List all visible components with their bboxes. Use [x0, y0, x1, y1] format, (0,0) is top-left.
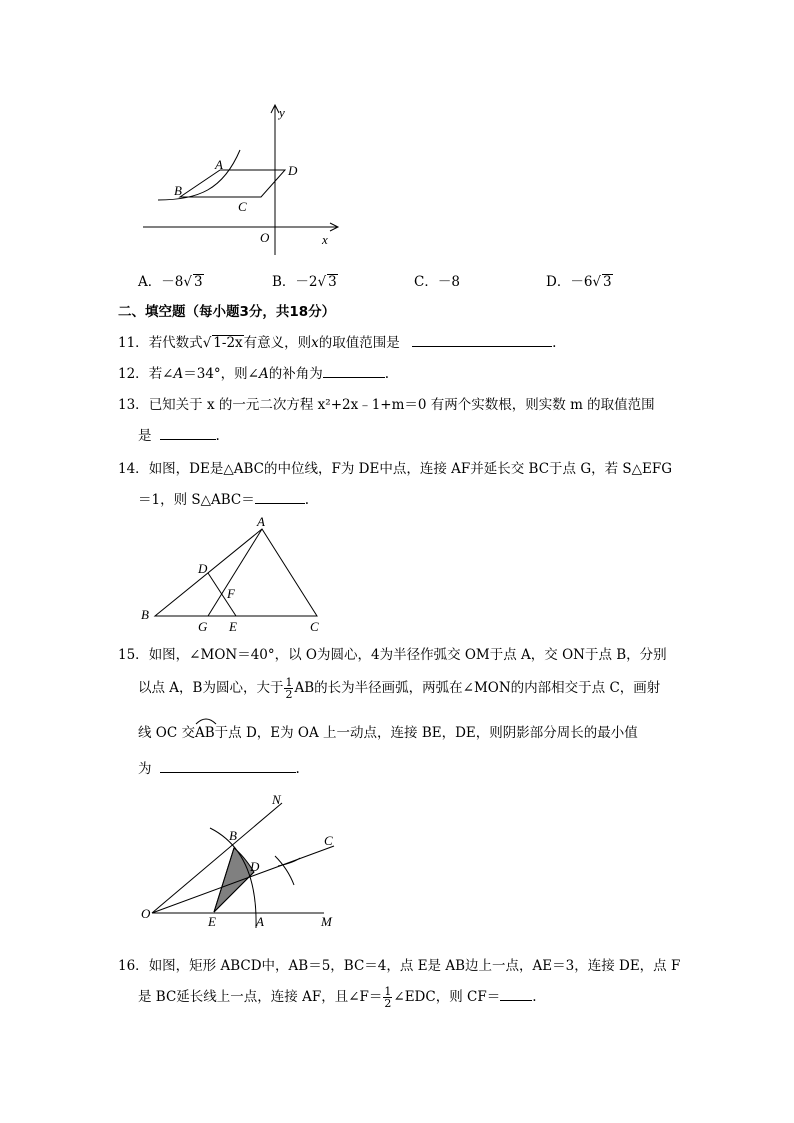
section-2-title: 二、填空题（每小题3分，共18分） [118, 304, 336, 320]
question-14-line2: ＝1，则 S△ABC＝ . [138, 489, 309, 510]
label-M: M [321, 914, 332, 929]
question-16-line1: 16．如图，矩形 ABCD中，AB＝5，BC＝4，点 E是 AB边上一点，AE＝3，连接 DE，点 F [118, 958, 681, 974]
answer-blank-11[interactable] [412, 332, 552, 347]
label-O: O [141, 906, 151, 921]
question-11: 11．若代数式√ 1-2x有意义，则x的取值范围是 . [118, 332, 556, 353]
option-b: B．－2√ 3 [272, 274, 337, 290]
question-15-line4: 为 . [138, 758, 300, 779]
label-G: G [198, 619, 208, 634]
label-C: C [310, 619, 319, 634]
option-a: A．－8√ 3 [138, 274, 203, 290]
label-F: F [227, 586, 235, 601]
label-A: A [256, 914, 264, 929]
option-c: C．－8 [414, 274, 460, 290]
answer-blank-16[interactable] [500, 986, 532, 1001]
label-O: O [260, 230, 270, 245]
label-E: E [208, 914, 216, 929]
fraction-half: $\frac{1}{2}$ [384, 985, 392, 1010]
q14-figure [135, 512, 335, 637]
arc-ab: AB [194, 725, 215, 741]
label-N: N [272, 792, 281, 807]
parallelogram [180, 170, 285, 197]
label-E: E [229, 619, 237, 634]
shaded-region [214, 848, 254, 912]
answer-blank-14[interactable] [255, 489, 305, 504]
label-A: A [215, 157, 223, 172]
label-B: B [174, 183, 182, 198]
question-12: 12．若∠A＝34°，则∠A的补角为 . [118, 363, 389, 384]
triangle-abc [155, 529, 317, 616]
label-D: D [250, 859, 260, 874]
label-B: B [141, 607, 149, 622]
hyperbola-curve [158, 150, 240, 200]
label-D: D [288, 163, 298, 178]
answer-blank-13[interactable] [160, 425, 216, 440]
label-C: C [238, 199, 247, 214]
question-13-line1: 13．已知关于 x 的一元二次方程 x²+2x﹣1+m＝0 有两个实数根，则实数 m 的取值范围 [118, 397, 655, 413]
label-C: C [324, 833, 333, 848]
fraction-half: $\frac{1}{2}$ [285, 676, 293, 701]
question-13-line2: 是 . [138, 425, 220, 446]
q15-figure [138, 790, 348, 935]
label-B: B [229, 828, 237, 843]
question-16-line2: 是 BC延长线上一点，连接 AF，且∠F＝ $\frac{1}{2}$ ∠EDC，则 CF＝ . [138, 985, 537, 1010]
segment-ag [208, 529, 262, 616]
answer-blank-12[interactable] [323, 363, 385, 378]
question-15-line1: 15．如图，∠MON＝40°，以 O为圆心，4为半径作弧交 OM于点 A，交 ON于点 B，分别 [118, 647, 667, 663]
label-D: D [198, 561, 208, 576]
label-A: A [257, 514, 265, 529]
question-15-line2: 以点 A，B为圆心，大于 $\frac{1}{2}$ AB的长为半径画弧，两弧在∠MON的内部相交于点 C，画射 [138, 676, 661, 701]
ray-oc [152, 846, 334, 913]
question-14-line1: 14．如图，DE是△ABC的中位线，F为 DE中点，连接 AF并延长交 BC于点 G，若 S△EFG [118, 461, 673, 477]
question-15-line3: 线 OC 交 AB于点 D，E为 OA 上一动点，连接 BE，DE，则阴影部分周长的最小值 [138, 723, 638, 743]
label-y: y [279, 105, 285, 120]
q10-figure [138, 100, 348, 260]
cross-arc-1 [275, 856, 294, 885]
option-d: D．－6√ 3 [546, 274, 612, 290]
label-x: x [322, 232, 328, 247]
ray-on [152, 803, 282, 913]
answer-blank-15[interactable] [160, 758, 296, 773]
